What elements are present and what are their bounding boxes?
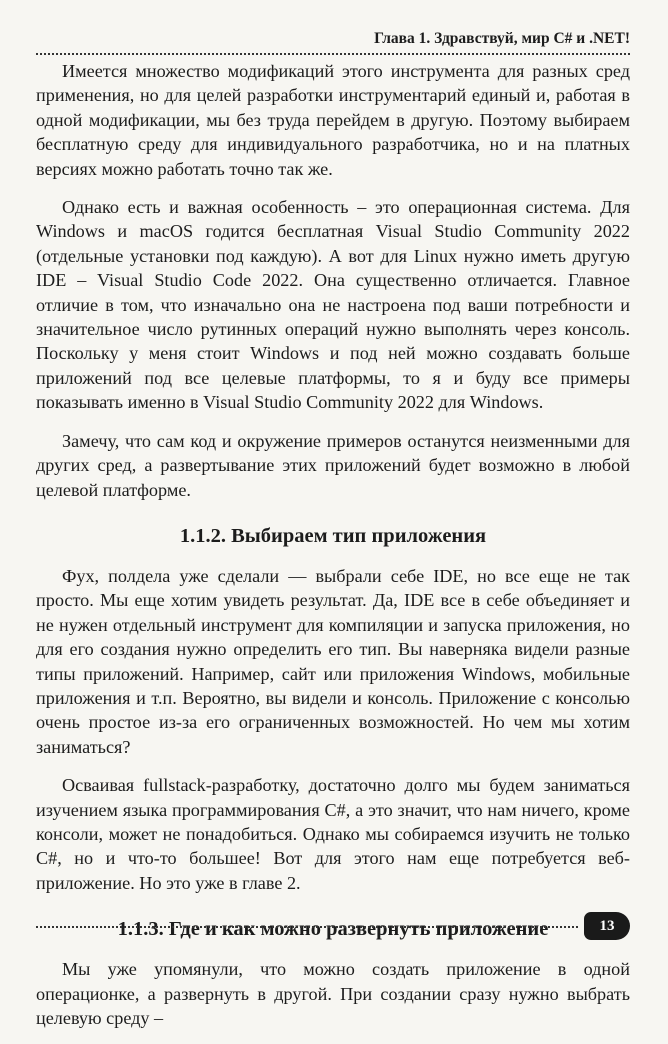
paragraph: Фух, полдела уже сделали — выбрали себе IDE, но все еще не так просто. Мы еще хотим увидеть результат. Да, IDE все в себе объединяет и не нужен отдельный инструмент для компиляции и запуска приложения, но для его создания нужно определить его тип. Вы наверняка видели разные типы приложений. Например, сайт или приложения Windows, мобильные приложения и т.п. Вероятно, вы видели и консоль. Приложение с консолью очень простое из-за его ограниченных возможностей. Но чем мы хотим заниматься? bbox=[36, 565, 630, 757]
paragraph: Замечу, что сам код и окружение примеров останутся неизменными для других сред, а развертывание этих приложений будет возможно в любой целевой платформе. bbox=[36, 430, 630, 500]
paragraph: Осваивая fullstack-разработку, достаточно долго мы будем заниматься изучением языка программирования C#, а это значит, что нам ничего, кроме консоли, может не понадобиться. Однако мы собираемся изучить не только C#, но и что-то большее! Вот для этого нам еще потребуется веб-приложение. Но это уже в главе 2. bbox=[36, 775, 630, 893]
section-heading-1-1-3: 1.1.3. Где и как можно развернуть приложение bbox=[117, 918, 549, 941]
page-header bbox=[36, 22, 630, 48]
running-title: Глава 1. Здравствуй, мир C# и .NET! bbox=[374, 30, 630, 47]
paragraph: Имеется множество модификаций этого инструмента для разных сред применения, но для целей разработки инструментарий единый и, работая в одной модификации, мы без труда перейдем в другую. Поэтому выбираем бесплатную среду для индивидуального разработчика, но и на платных версиях можно работать точно так же. bbox=[36, 61, 630, 179]
page-footer bbox=[36, 912, 630, 942]
paragraph: Мы уже упомянули, что можно создать приложение в одной операционке, а развернуть в другой. При создании сразу нужно выбрать целевую среду – bbox=[36, 959, 630, 1028]
section-heading-1-1-2: 1.1.2. Выбираем тип приложения bbox=[179, 524, 487, 547]
footer-dotted-rule bbox=[36, 926, 578, 928]
paragraph: Однако есть и важная особенность – это операционная система. Для Windows и macOS годится бесплатная Visual Studio Community 2022 (отдельные установки под каждую). А вот для Linux нужно иметь другую IDE – Visual Studio Code 2022. Она существенно отличается. Главное отличие в том, что изначально она не настроена под ваши потребности и значительное число рутинных операций нужно выполнять через консоль. Поскольку у меня стоит Windows и под ней можно создавать больше приложений под все целевые платформы, то я и буду все примеры показывать именно в Visual Studio Community 2022 для Windows. bbox=[36, 197, 630, 413]
header-dotted-rule bbox=[36, 53, 630, 55]
page-body bbox=[36, 59, 630, 1044]
page-number: 13 bbox=[584, 912, 630, 940]
